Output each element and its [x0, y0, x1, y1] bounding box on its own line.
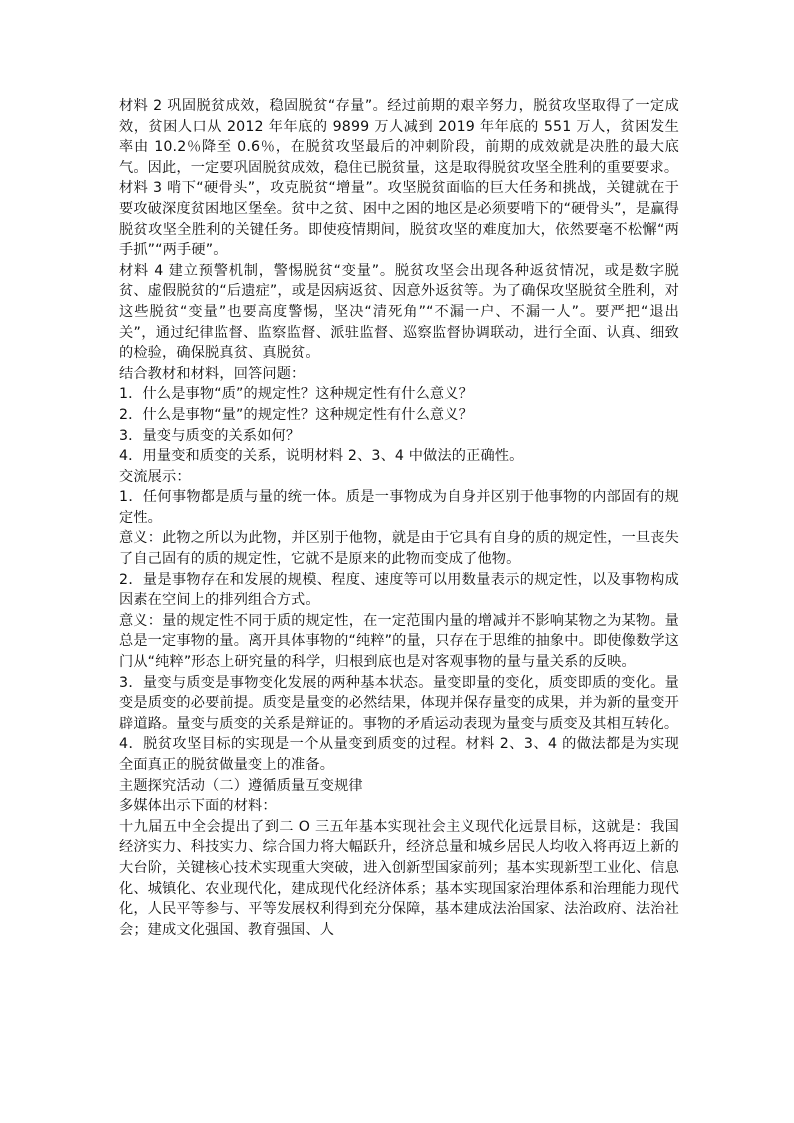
material-3-paragraph: 材料 3 啃下“硬骨头”，攻克脱贫“增量”。攻坚脱贫面临的巨大任务和挑战，关键就在于要攻破深度贫困地区堡垒。贫中之贫、困中之困的地区是必须要啃下的“硬骨头”，是赢得脱贫攻坚全胜利的关键任务。即使疫情期间，脱贫攻坚的难度加大，依然要毫不松懈“两手抓”“两手硬”。	[119, 180, 679, 259]
answer-2-meaning: 意义：量的规定性不同于质的规定性，在一定范围内量的增减并不影响某物之为某物。量总是一定事物的量。离开具体事物的“纯粹”的量，只存在于思维的抽象中。即使像数学这门从“纯粹”形态上研究量的科学，归根到底也是对客观事物的量与量关系的反映。	[119, 612, 679, 671]
question-4: 4．用量变和质变的关系，说明材料 2、3、4 中做法的正确性。	[119, 448, 524, 465]
answer-1-meaning: 意义：此物之所以为此物，并区别于他物，就是由于它具有自身的质的规定性，一旦丧失了自己固有的质的规定性，它就不是原来的此物而变成了他物。	[119, 530, 679, 568]
answer-2: 2．量是事物存在和发展的规模、程度、速度等可以用数量表示的规定性，以及事物构成因素在空间上的排列组合方式。	[119, 571, 679, 609]
question-intro: 结合教材和材料，回答问题：	[119, 365, 306, 382]
multimedia-intro: 多媒体出示下面的材料：	[119, 798, 277, 815]
question-2: 2．什么是事物“量”的规定性？这种规定性有什么意义？	[119, 406, 473, 423]
question-1: 1．什么是事物“质”的规定性？这种规定性有什么意义？	[119, 386, 473, 403]
material-2-paragraph: 材料 2 巩固脱贫成效，稳固脱贫“存量”。经过前期的艰辛努力，脱贫攻坚取得了一定成效，贫困人口从 2012 年年底的 9899 万人减到 2019 年年底的 551 万人，贫困发生率由 10.2％降至 0.6％，在脱贫攻坚最后的冲刺阶段，前期的成效就是决胜的最大底气。因此，一定要巩固脱贫成效，稳住已脱贫量，这是取得脱贫攻坚全胜利的重要要求。	[119, 98, 679, 176]
answer-1: 1．任何事物都是质与量的统一体。质是一事物成为自身并区别于他事物的内部固有的规定性。	[119, 489, 679, 526]
question-3: 3．量变与质变的关系如何？	[119, 427, 301, 444]
answer-3: 3．量变与质变是事物变化发展的两种基本状态。量变即量的变化，质变即质的变化。量变是质变的必要前提。质变是量变的必然结果，体现并保存量变的成果，并为新的量变开辟道路。量变与质变的关系是辩证的。事物的矛盾运动表现为量变与质变及其相互转化。	[119, 674, 679, 732]
answer-4: 4．脱贫攻坚目标的实现是一个从量变到质变的过程。材料 2、3、4 的做法都是为实现全面真正的脱贫做量变上的准备。	[119, 736, 679, 773]
document-page	[119, 96, 679, 940]
material-4-paragraph: 材料 4 建立预警机制，警惕脱贫“变量”。脱贫攻坚会出现各种返贫情况，或是数字脱贫、虚假脱贫的“后遗症”，或是因病返贫、因意外返贫等。为了确保攻坚脱贫全胜利，对这些脱贫“变量”也要高度警惕，坚决“清死角”“不漏一户、不漏一人”。要严把“退出关”，通过纪律监督、监察监督、派驻监督、巡察监督协调联动，进行全面、认真、细致的检验，确保脱真贫、真脱贫。	[119, 262, 679, 362]
activity-2-heading: 主题探究活动（二）遵循质量互变规律	[119, 777, 363, 794]
material-plenum-paragraph: 十九届五中全会提出了到二 O 三五年基本实现社会主义现代化远景目标，这就是：我国经济实力、科技实力、综合国力将大幅跃升，经济总量和城乡居民人均收入将再迈上新的大台阶，关键核心技术实现重大突破，进入创新型国家前列；基本实现新型工业化、信息化、城镇化、农业现代化，建成现代化经济体系；基本实现国家治理体系和治理能力现代化，人民平等参与、平等发展权利得到充分保障，基本建成法治国家、法治政府、法治社会；建成文化强国、教育强国、人	[119, 818, 679, 938]
exchange-heading: 交流展示：	[119, 468, 191, 485]
